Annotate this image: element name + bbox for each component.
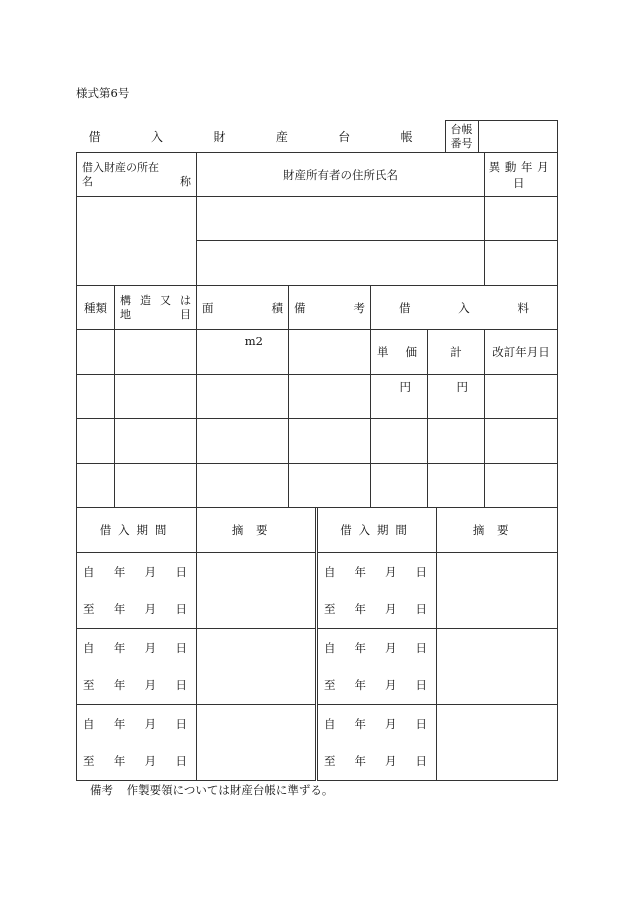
- revision-date-header: 改訂年月日: [485, 330, 558, 375]
- period-to-row[interactable]: 至 年 月 日: [317, 667, 437, 705]
- remarks-cell[interactable]: [289, 375, 371, 419]
- revision-date-cell[interactable]: [485, 375, 558, 419]
- summary-field[interactable]: [437, 553, 558, 629]
- location-name-field[interactable]: [77, 197, 197, 286]
- area-cell[interactable]: [197, 419, 289, 464]
- period-from-row[interactable]: 自 年 月 日: [317, 705, 437, 743]
- period-from-row[interactable]: 自 年 月 日: [317, 629, 437, 667]
- type-cell[interactable]: [77, 375, 115, 419]
- total-cell[interactable]: [428, 419, 485, 464]
- title-table: [76, 120, 558, 153]
- summary-field[interactable]: [437, 629, 558, 705]
- rent-header: 借 入 料: [371, 286, 558, 330]
- remarks-cell[interactable]: [289, 464, 371, 508]
- change-date-header: 異動年月日: [485, 153, 558, 197]
- ledger-number-label: 台帳 番号: [445, 121, 478, 153]
- unit-price-cell[interactable]: [371, 419, 428, 464]
- change-date-field-2[interactable]: [485, 241, 558, 286]
- summary-field[interactable]: [197, 705, 317, 781]
- remarks-header: 備 考: [289, 286, 371, 330]
- period-from-row[interactable]: 自 年 月 日: [317, 553, 437, 591]
- area-header: 面 積: [197, 286, 289, 330]
- type-field[interactable]: [77, 330, 115, 375]
- owner-address-name-header: 財産所有者の住所氏名: [197, 153, 485, 197]
- period-from-row[interactable]: 自 年 月 日: [77, 553, 197, 591]
- revision-date-cell[interactable]: [485, 464, 558, 508]
- note-label: 備考: [90, 783, 113, 797]
- revision-date-cell[interactable]: [485, 419, 558, 464]
- structure-field[interactable]: [115, 330, 197, 375]
- period-header-left: 借入期間: [77, 508, 197, 553]
- summary-header-right: 摘要: [437, 508, 558, 553]
- type-cell[interactable]: [77, 419, 115, 464]
- area-unit: m2: [197, 330, 289, 375]
- type-header: 種類: [77, 286, 115, 330]
- type-cell[interactable]: [77, 464, 115, 508]
- summary-header-left: 摘要: [197, 508, 317, 553]
- structure-cell[interactable]: [115, 464, 197, 508]
- structure-cell[interactable]: [115, 375, 197, 419]
- main-table: [76, 152, 558, 508]
- area-cell[interactable]: [197, 464, 289, 508]
- period-from-row[interactable]: 自 年 月 日: [77, 629, 197, 667]
- structure-cell[interactable]: [115, 419, 197, 464]
- remarks-field[interactable]: [289, 330, 371, 375]
- owner-field-1[interactable]: [197, 197, 485, 241]
- summary-field[interactable]: [197, 629, 317, 705]
- total-cell[interactable]: [428, 464, 485, 508]
- ledger-number-field[interactable]: [478, 121, 557, 153]
- period-to-row[interactable]: 至 年 月 日: [77, 743, 197, 781]
- unit-price-yen: 円: [371, 375, 428, 419]
- location-name-header: 借入財産の所在 名 称: [77, 153, 197, 197]
- page-title: 借 入 財 産 台 帳: [76, 121, 445, 153]
- period-header-right: 借入期間: [317, 508, 437, 553]
- period-table: [76, 507, 558, 781]
- note-text: 作製要領については財産台帳に準ずる。: [126, 783, 334, 797]
- owner-field-2[interactable]: [197, 241, 485, 286]
- form-number: 様式第6号: [76, 86, 130, 100]
- summary-field[interactable]: [197, 553, 317, 629]
- period-to-row[interactable]: 至 年 月 日: [317, 591, 437, 629]
- structure-header: 構 造 又 は 地 目: [115, 286, 197, 330]
- remarks-cell[interactable]: [289, 419, 371, 464]
- period-to-row[interactable]: 至 年 月 日: [77, 591, 197, 629]
- period-from-row[interactable]: 自 年 月 日: [77, 705, 197, 743]
- total-yen: 円: [428, 375, 485, 419]
- summary-field[interactable]: [437, 705, 558, 781]
- period-to-row[interactable]: 至 年 月 日: [77, 667, 197, 705]
- unit-price-cell[interactable]: [371, 464, 428, 508]
- total-header: 計: [428, 330, 485, 375]
- period-to-row[interactable]: 至 年 月 日: [317, 743, 437, 781]
- unit-price-header: 単 価: [371, 330, 428, 375]
- footnote: [90, 782, 343, 798]
- area-cell[interactable]: [197, 375, 289, 419]
- change-date-field-1[interactable]: [485, 197, 558, 241]
